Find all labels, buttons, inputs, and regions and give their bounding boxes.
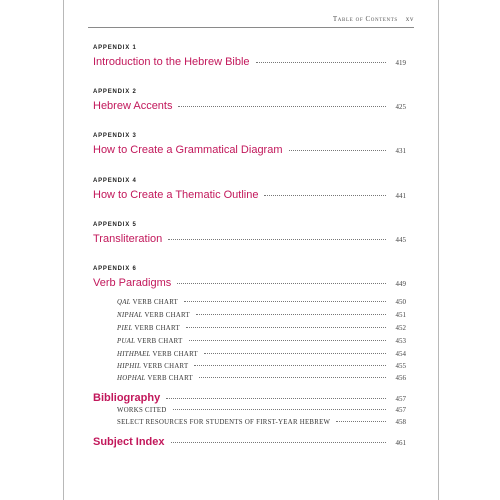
subentry-page-number: 456	[395, 374, 406, 382]
toc-subentry-hophal[interactable]	[117, 374, 406, 382]
appendix-4-label-row	[93, 178, 406, 184]
toc-entry-appendix-4[interactable]	[93, 189, 406, 201]
entry-page-number: 431	[395, 147, 406, 155]
verb-chart-suffix: VERB CHART	[145, 375, 193, 382]
appendix-3-label-row	[93, 133, 406, 139]
dot-leader	[199, 377, 386, 378]
entry-title[interactable]: Verb Paradigms	[93, 277, 172, 289]
dot-leader	[189, 340, 386, 341]
toc-subentry-niphal[interactable]	[117, 311, 406, 319]
verb-stem: PIEL	[117, 325, 133, 332]
dot-leader	[264, 195, 386, 196]
subentry-page-number: 454	[395, 350, 406, 358]
toc-subentry-works-cited[interactable]	[117, 406, 406, 414]
dot-leader	[166, 398, 386, 399]
verb-stem: PUAL	[117, 338, 136, 345]
verb-chart-suffix: VERB CHART	[141, 363, 189, 370]
entry-title[interactable]: Transliteration	[93, 233, 163, 245]
subentry-page-number: 453	[395, 337, 406, 345]
verb-chart-suffix: VERB CHART	[150, 351, 198, 358]
appendix-label: APPENDIX 5	[93, 222, 137, 228]
appendix-5-label-row	[93, 222, 406, 228]
subentry-title[interactable]	[117, 363, 188, 370]
toc-entry-appendix-6[interactable]	[93, 277, 406, 289]
entry-page-number: 457	[395, 395, 406, 403]
entry-title[interactable]: Subject Index	[93, 436, 165, 448]
subentry-page-number: 458	[395, 418, 406, 426]
verb-stem: NIPHAL	[117, 312, 143, 319]
verb-chart-suffix: VERB CHART	[142, 312, 190, 319]
subentry-title[interactable]	[117, 312, 190, 319]
toc-entry-bibliography[interactable]	[93, 392, 406, 404]
subentry-title[interactable]	[117, 375, 193, 382]
entry-page-number: 419	[395, 59, 406, 67]
verb-chart-suffix: VERB CHART	[135, 338, 183, 345]
subentry-page-number: 455	[395, 362, 406, 370]
subentry-page-number: 451	[395, 311, 406, 319]
toc-entry-subject-index[interactable]	[93, 436, 406, 448]
entry-title[interactable]: Bibliography	[93, 392, 161, 404]
toc-subentry-hiphil[interactable]	[117, 362, 406, 370]
toc-subentry-piel[interactable]	[117, 324, 406, 332]
running-head-page-number: xv	[405, 15, 414, 23]
toc-entry-appendix-2[interactable]	[93, 100, 406, 112]
entry-title[interactable]: Hebrew Accents	[93, 100, 173, 112]
dot-leader	[336, 421, 386, 422]
appendix-label: APPENDIX 3	[93, 133, 137, 139]
entry-page-number: 461	[395, 439, 406, 447]
dot-leader	[289, 150, 386, 151]
dot-leader	[184, 301, 386, 302]
dot-leader	[171, 442, 386, 443]
dot-leader	[168, 239, 386, 240]
toc-subentry-select-resources[interactable]	[117, 418, 406, 426]
verb-chart-suffix: VERB CHART	[132, 325, 180, 332]
entry-title[interactable]: How to Create a Thematic Outline	[93, 189, 259, 201]
toc-entry-appendix-3[interactable]	[93, 144, 406, 156]
subentry-page-number: 457	[395, 406, 406, 414]
dot-leader	[194, 365, 386, 366]
subentry-page-number: 452	[395, 324, 406, 332]
book-page	[63, 0, 439, 500]
dot-leader	[173, 409, 386, 410]
verb-stem: HOPHAL	[117, 375, 146, 382]
appendix-1-label-row	[93, 45, 406, 51]
verb-chart-suffix: VERB CHART	[130, 299, 179, 306]
header-rule	[88, 27, 414, 28]
subentry-title[interactable]	[117, 299, 178, 306]
dot-leader	[186, 327, 386, 328]
appendix-label: APPENDIX 4	[93, 178, 137, 184]
dot-leader	[204, 353, 386, 354]
verb-stem: QAL	[117, 299, 131, 306]
appendix-label: APPENDIX 6	[93, 266, 137, 272]
entry-page-number: 425	[395, 103, 406, 111]
entry-page-number: 449	[395, 280, 406, 288]
appendix-6-label-row	[93, 266, 406, 272]
toc-subentry-qal[interactable]	[117, 298, 406, 306]
subentry-title[interactable]: SELECT RESOURCES FOR STUDENTS OF FIRST-YEAR HEBREW	[117, 419, 331, 426]
entry-page-number: 441	[395, 192, 406, 200]
subentry-title[interactable]: WORKS CITED	[117, 407, 167, 414]
entry-title[interactable]: How to Create a Grammatical Diagram	[93, 144, 283, 156]
toc-subentry-hithpael[interactable]	[117, 350, 406, 358]
dot-leader	[196, 314, 386, 315]
dot-leader	[178, 106, 386, 107]
entry-page-number: 445	[395, 236, 406, 244]
subentry-page-number: 450	[395, 298, 406, 306]
running-head-title: Table of Contents	[332, 15, 398, 23]
subentry-title[interactable]	[117, 351, 198, 358]
verb-stem: HITHPAEL	[117, 351, 151, 358]
toc-subentry-pual[interactable]	[117, 337, 406, 345]
toc-entry-appendix-1[interactable]	[93, 56, 406, 68]
appendix-2-label-row	[93, 89, 406, 95]
verb-stem: HIPHIL	[117, 363, 142, 370]
dot-leader	[256, 62, 386, 63]
subentry-title[interactable]	[117, 325, 180, 332]
entry-title[interactable]: Introduction to the Hebrew Bible	[93, 56, 250, 68]
appendix-label: APPENDIX 1	[93, 45, 137, 51]
appendix-label: APPENDIX 2	[93, 89, 137, 95]
running-head	[333, 15, 414, 23]
subentry-title[interactable]	[117, 338, 183, 345]
toc-entry-appendix-5[interactable]	[93, 233, 406, 245]
dot-leader	[177, 283, 386, 284]
